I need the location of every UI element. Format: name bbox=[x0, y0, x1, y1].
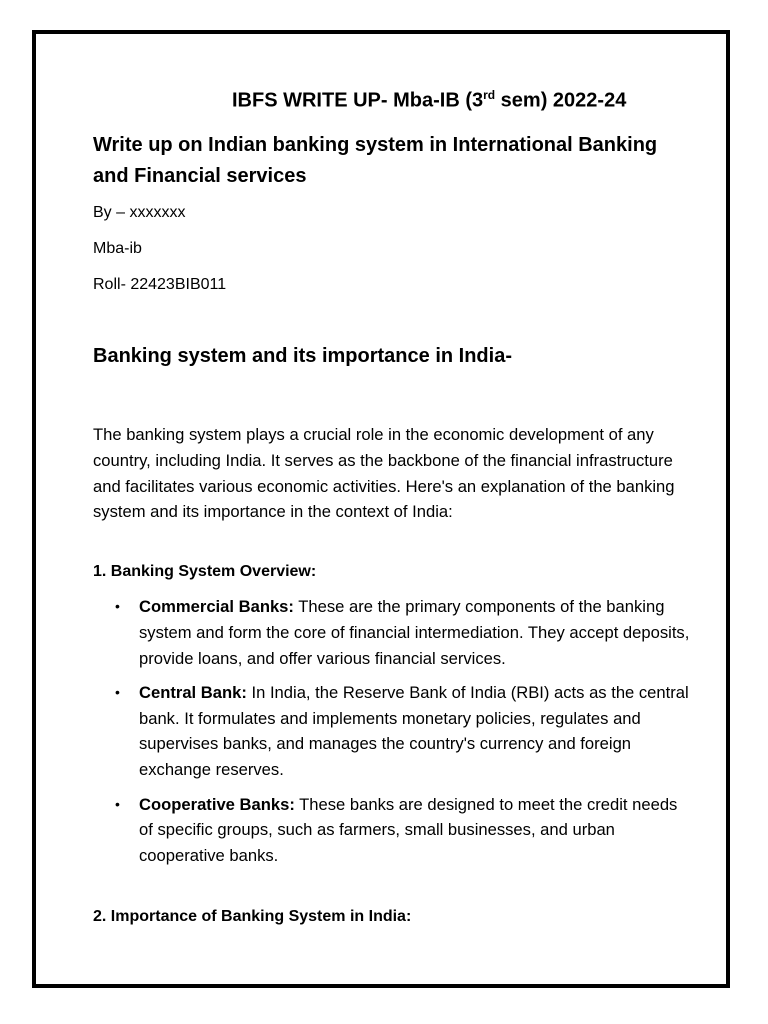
program-line: Mba-ib bbox=[93, 240, 142, 257]
title-superscript: rd bbox=[483, 88, 496, 102]
roll-line: Roll- 22423BIB011 bbox=[93, 276, 227, 293]
bullet-term: Commercial Banks: bbox=[139, 597, 294, 616]
bullet-item-cooperative-banks bbox=[93, 792, 693, 869]
bullet-term: Central Bank: bbox=[139, 682, 247, 702]
bullet-text: These are the primary components of the banking system and form the core of financial intermediation. They accept deposits, provide loans, and offer various financial services. bbox=[139, 597, 690, 668]
subsection-heading-overview: 1. Banking System Overview: bbox=[93, 563, 317, 580]
main-heading: Write up on Indian banking system in International Banking and Financial services bbox=[93, 134, 658, 187]
bullet-term: Cooperative Banks: bbox=[139, 794, 295, 814]
subsection-heading-importance: 2. Importance of Banking System in India: bbox=[93, 908, 412, 925]
bullet-item-central-bank bbox=[93, 680, 693, 783]
bullet-text: These banks are designed to meet the credit needs of specific groups, such as farmers, small businesses, and urban cooperative banks. bbox=[139, 794, 678, 866]
section-heading: Banking system and its importance in India- bbox=[93, 345, 512, 367]
bullet-dot: • bbox=[115, 598, 120, 614]
bullet-list bbox=[93, 594, 693, 877]
bullet-dot: • bbox=[115, 683, 120, 700]
author-line: By – xxxxxxx bbox=[93, 204, 186, 221]
bullet-text: In India, the Reserve Bank of India (RBI) acts as the central bank. It formulates and implements monetary policies, regulates and supervises banks, and manages the country's currency and foreign exchange reserves. bbox=[139, 682, 689, 780]
intro-paragraph: The banking system plays a crucial role in the economic development of any country, including India. It serves as the backbone of the financial infrastructure and facilitates various economic activities. Here's an explanation of the banking system and its importance in the context of India: bbox=[93, 425, 675, 522]
bullet-dot: • bbox=[115, 795, 120, 812]
bullet-item-commercial-banks bbox=[93, 594, 693, 671]
document-title: IBFS WRITE UP- Mba-IB (3rd sem) 2022-24 bbox=[232, 88, 627, 112]
